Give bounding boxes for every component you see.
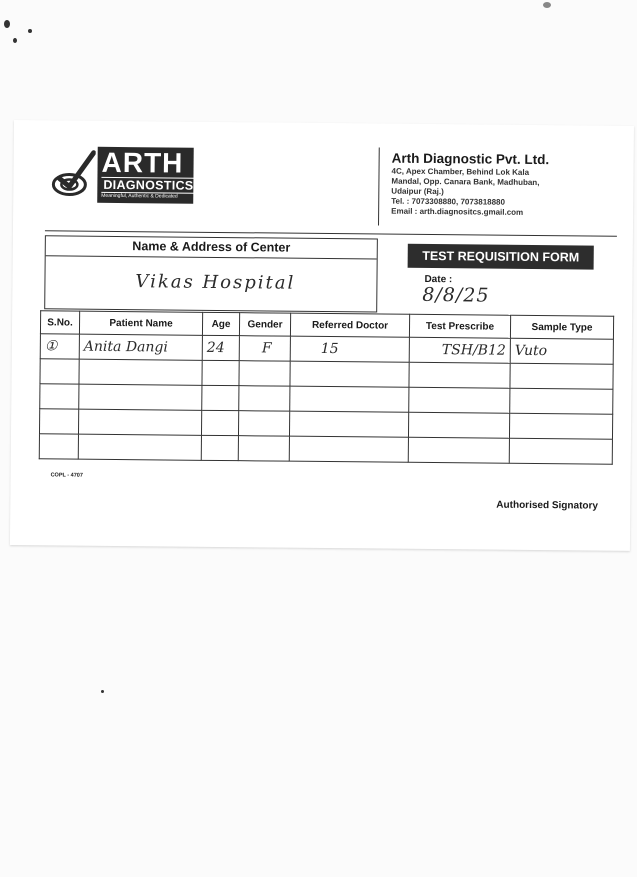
cell-sample-type: Vuto <box>510 338 613 364</box>
cell-sample-type <box>510 363 613 389</box>
cell-age <box>201 410 238 435</box>
cell-patient-name <box>79 384 202 410</box>
scan-speck <box>13 38 17 43</box>
cell-patient-name: Anita Dangi <box>79 334 202 360</box>
center-box <box>44 235 378 312</box>
cell-test-prescribe <box>409 387 510 413</box>
cell-patient-name <box>79 359 202 385</box>
scan-speck <box>101 690 104 693</box>
company-info <box>391 150 622 219</box>
cell-age <box>201 435 238 460</box>
cell-sno <box>40 359 79 384</box>
cell-gender <box>238 436 289 461</box>
header-sample-type: Sample Type <box>510 315 613 339</box>
cell-sno: ① <box>40 334 79 359</box>
address-line: Udaipur (Raj.) <box>391 186 444 197</box>
cell-gender <box>239 361 290 386</box>
cell-patient-name <box>78 434 201 460</box>
cell-referred-doctor <box>289 411 408 437</box>
cell-test-prescribe <box>409 362 510 388</box>
cell-referred-doctor <box>290 361 409 387</box>
cell-sno <box>39 409 78 434</box>
header-test-prescribe: Test Prescribe <box>409 314 510 338</box>
cell-gender <box>238 411 289 436</box>
cell-patient-name <box>78 409 201 435</box>
cell-test-prescribe: TSH/B12 <box>409 337 510 363</box>
cell-sno <box>40 384 79 409</box>
cell-test-prescribe <box>408 412 509 438</box>
cell-sample-type <box>509 438 612 464</box>
cell-age <box>202 360 239 385</box>
header-age: Age <box>202 312 239 335</box>
authorised-signatory-label: Authorised Signatory <box>496 499 599 512</box>
center-name-handwritten: Vikas Hospital <box>135 271 296 294</box>
header-gender: Gender <box>239 313 290 336</box>
cell-test-prescribe <box>408 437 509 463</box>
company-email: Email : arth.diagnositcs.gmail.com <box>391 206 524 217</box>
scan-speck <box>543 2 551 8</box>
cell-sample-type <box>510 388 613 414</box>
patient-table <box>39 310 614 465</box>
header-patient-name: Patient Name <box>79 311 202 335</box>
cell-sno <box>39 434 78 459</box>
address-line: 4C, Apex Chamber, Behind Lok Kala <box>391 166 530 177</box>
cell-referred-doctor <box>289 436 408 462</box>
table-row <box>39 434 612 464</box>
date-label: Date : <box>424 273 453 286</box>
date-handwritten: 8/8/25 <box>422 283 490 307</box>
scan-speck <box>4 20 10 28</box>
cell-gender <box>239 386 290 411</box>
target-check-icon <box>47 146 96 202</box>
company-name: Arth Diagnostic Pvt. Ltd. <box>391 150 550 168</box>
scan-speck <box>28 29 32 33</box>
center-title: Name & Address of Center <box>46 236 377 259</box>
address-line: Mandal, Opp. Canara Bank, Madhuban, <box>391 176 540 188</box>
logo-brand: ARTH <box>101 146 184 179</box>
company-phone: Tel. : 7073308880, 7073818880 <box>391 196 506 207</box>
requisition-slip <box>10 120 634 551</box>
logo-wordmark <box>97 147 194 204</box>
cell-referred-doctor <box>290 386 409 412</box>
cell-referred-doctor: 15 <box>290 336 409 362</box>
cell-gender: F <box>239 336 290 361</box>
cell-age: 24 <box>202 335 239 360</box>
header-divider <box>378 148 380 226</box>
cell-age <box>202 385 239 410</box>
header-referred-doctor: Referred Doctor <box>290 313 409 337</box>
form-title: TEST REQUISITION FORM <box>408 244 594 270</box>
header-sno: S.No. <box>40 311 79 334</box>
logo-tagline: Meaningful, Authentic & Dedicated <box>101 192 178 200</box>
cell-sample-type <box>509 413 612 439</box>
logo-subbrand: DIAGNOSTICS <box>101 177 195 194</box>
form-code: COPL - 4707 <box>50 472 83 479</box>
arth-logo <box>47 146 208 208</box>
